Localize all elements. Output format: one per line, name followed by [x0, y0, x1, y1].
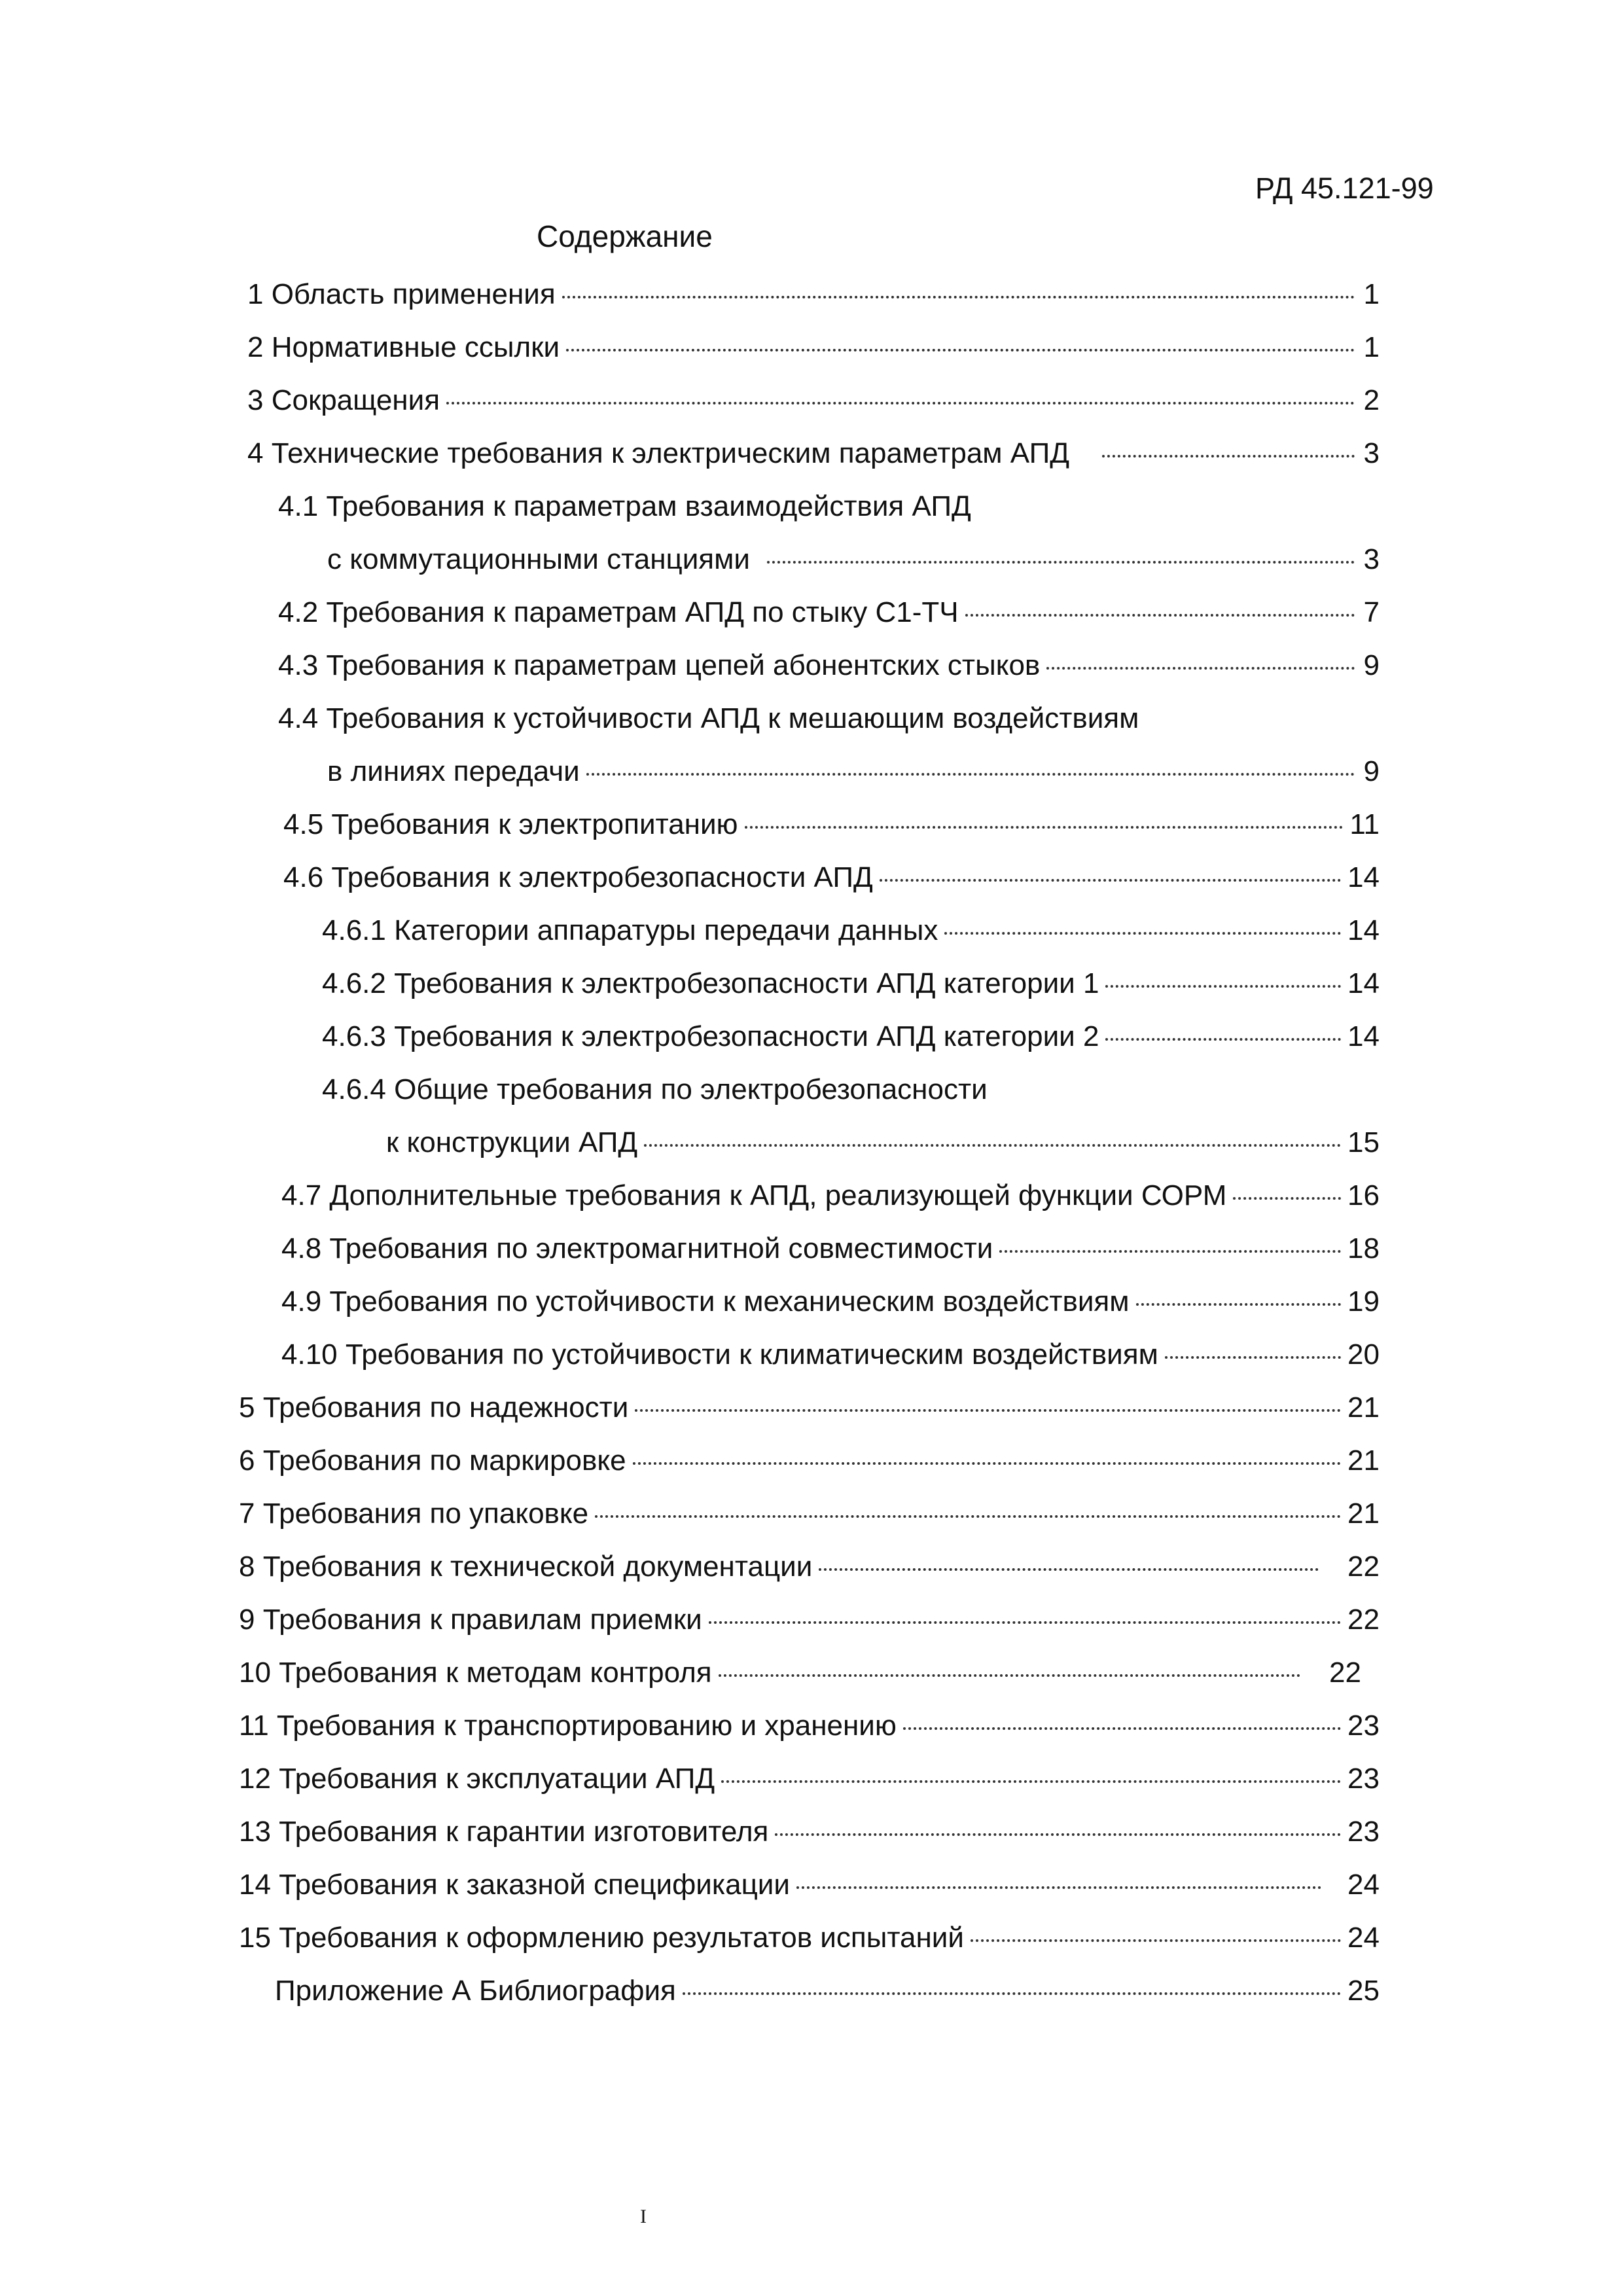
toc-entry-label: 4.5 Требования к электропитанию — [283, 808, 738, 840]
dot-leader — [644, 1144, 1341, 1147]
toc-entry-4-9[interactable] — [281, 1285, 1380, 1322]
toc-entry-page: 3 — [1363, 543, 1380, 575]
toc-entry-page: 22 — [1347, 1551, 1380, 1583]
dot-leader — [1046, 667, 1355, 670]
dot-leader — [709, 1621, 1341, 1624]
toc-entry-4-10[interactable] — [281, 1338, 1380, 1375]
toc-entry-label: в линиях передачи — [327, 755, 580, 787]
toc-entry-label: 10 Требования к методам контроля — [239, 1657, 712, 1689]
toc-entry-page: 9 — [1363, 649, 1380, 681]
dot-leader — [566, 349, 1355, 351]
toc-entry-label: 4.7 Дополнительные требования к АПД, реализующей функции СОРМ — [281, 1179, 1227, 1211]
toc-entry-13[interactable] — [239, 1816, 1380, 1852]
toc-entry-page: 23 — [1347, 1816, 1380, 1848]
toc-entry-12[interactable] — [239, 1763, 1380, 1799]
toc-entry-page: 18 — [1347, 1232, 1380, 1265]
toc-entry-page: 7 — [1363, 596, 1380, 628]
dot-leader — [446, 402, 1355, 404]
dot-leader — [1102, 455, 1355, 457]
toc-entry-label: 5 Требования по надежности — [239, 1391, 629, 1424]
toc-entry-1[interactable] — [247, 278, 1380, 315]
toc-entry-label: 15 Требования к оформлению результатов испытаний — [239, 1922, 964, 1954]
toc-entry-page: 21 — [1347, 1444, 1380, 1477]
dot-leader — [819, 1568, 1319, 1571]
dot-leader — [1105, 1038, 1341, 1041]
toc-entry-4-6-3[interactable] — [322, 1020, 1380, 1057]
toc-entry-page: 19 — [1347, 1285, 1380, 1318]
toc-entry-page: 21 — [1347, 1498, 1380, 1530]
toc-entry-4-5[interactable] — [283, 808, 1380, 845]
toc-entry-4-2[interactable] — [278, 596, 1380, 633]
toc-entry-4-6-4[interactable] — [322, 1073, 988, 1110]
toc-entry-page: 22 — [1347, 1604, 1380, 1636]
toc-entry-label: 4.6.3 Требования к электробезопасности АПД категории 2 — [322, 1020, 1099, 1052]
toc-entry-label: 8 Требования к технической документации — [239, 1551, 813, 1583]
dot-leader — [562, 296, 1355, 298]
toc-entry-9[interactable] — [239, 1604, 1380, 1640]
toc-entry-4-6-1[interactable] — [322, 914, 1380, 951]
toc-entry-4-6-4-cont[interactable] — [386, 1126, 1380, 1163]
dot-leader — [1165, 1356, 1341, 1359]
toc-entry-4-4[interactable] — [278, 702, 1139, 739]
toc-entry-label: 4.6.4 Общие требования по электробезопасности — [322, 1073, 988, 1105]
toc-entry-4-7[interactable] — [281, 1179, 1380, 1216]
toc-entry-page: 15 — [1347, 1126, 1380, 1158]
toc-entry-label: к конструкции АПД — [386, 1126, 638, 1158]
toc-entry-5[interactable] — [239, 1391, 1380, 1428]
toc-entry-label: 4.6.1 Категории аппаратуры передачи данных — [322, 914, 938, 946]
toc-entry-label: 4.1 Требования к параметрам взаимодействия АПД — [278, 490, 971, 522]
toc-entry-4[interactable] — [247, 437, 1380, 474]
toc-entry-label: Приложение А Библиография — [275, 1975, 676, 2007]
toc-entry-page: 23 — [1347, 1763, 1380, 1795]
dot-leader — [775, 1833, 1341, 1836]
dot-leader — [1233, 1197, 1341, 1200]
toc-entry-7[interactable] — [239, 1498, 1380, 1534]
toc-entry-page: 2 — [1363, 384, 1380, 416]
toc-entry-label: 7 Требования по упаковке — [239, 1498, 589, 1530]
toc-entry-page: 24 — [1347, 1869, 1380, 1901]
dot-leader — [1105, 985, 1341, 988]
dot-leader — [971, 1939, 1341, 1942]
toc-entry-page: 14 — [1347, 914, 1380, 946]
toc-entry-4-1-cont[interactable] — [327, 543, 1380, 580]
toc-entry-label: 4.9 Требования по устойчивости к механическим воздействиям — [281, 1285, 1130, 1318]
dot-leader — [999, 1250, 1341, 1253]
toc-entry-8[interactable] — [239, 1551, 1380, 1587]
dot-leader — [633, 1462, 1341, 1465]
document-code: РД 45.121-99 — [1255, 171, 1434, 205]
toc-entry-page: 9 — [1363, 755, 1380, 787]
toc-entry-label: 12 Требования к эксплуатации АПД — [239, 1763, 715, 1795]
toc-entry-page: 22 — [1329, 1657, 1361, 1689]
toc-entry-page: 21 — [1347, 1391, 1380, 1424]
toc-entry-label: 4.3 Требования к параметрам цепей абонентских стыков — [278, 649, 1041, 681]
toc-entry-page: 16 — [1347, 1179, 1380, 1211]
toc-entry-4-8[interactable] — [281, 1232, 1380, 1269]
toc-entry-label: 9 Требования к правилам приемки — [239, 1604, 702, 1636]
toc-entry-10[interactable] — [239, 1657, 1361, 1693]
dot-leader — [767, 561, 1355, 564]
toc-entry-label: 2 Нормативные ссылки — [247, 331, 560, 363]
toc-entry-6[interactable] — [239, 1444, 1380, 1481]
toc-entry-page: 20 — [1347, 1338, 1380, 1371]
dot-leader — [721, 1780, 1341, 1783]
toc-entry-label: 3 Сокращения — [247, 384, 440, 416]
toc-entry-14[interactable] — [239, 1869, 1380, 1905]
toc-entry-appendix-a[interactable] — [275, 1975, 1380, 2011]
toc-entry-label: 4.8 Требования по электромагнитной совместимости — [281, 1232, 993, 1265]
toc-entry-page: 14 — [1347, 861, 1380, 893]
toc-entry-label: 4.4 Требования к устойчивости АПД к мешающим воздействиям — [278, 702, 1139, 734]
dot-leader — [796, 1886, 1321, 1889]
toc-entry-label: 11 Требования к транспортированию и хранению — [239, 1710, 897, 1742]
toc-entry-label: 14 Требования к заказной спецификации — [239, 1869, 790, 1901]
dot-leader — [1136, 1303, 1342, 1306]
toc-entry-page: 1 — [1363, 278, 1380, 310]
page-number: I — [640, 2206, 647, 2227]
toc-entry-page: 14 — [1347, 967, 1380, 999]
toc-entry-label: 4 Технические требования к электрическим параметрам АПД — [247, 437, 1070, 469]
dot-leader — [903, 1727, 1341, 1730]
dot-leader — [944, 932, 1341, 935]
dot-leader — [745, 826, 1344, 829]
toc-heading: Содержание — [537, 219, 713, 253]
toc-entry-page: 25 — [1347, 1975, 1380, 2007]
toc-entry-page: 24 — [1347, 1922, 1380, 1954]
toc-entry-page: 23 — [1347, 1710, 1380, 1742]
toc-entry-label: 4.2 Требования к параметрам АПД по стыку С1-ТЧ — [278, 596, 959, 628]
dot-leader — [683, 1992, 1341, 1995]
toc-entry-2[interactable] — [247, 331, 1380, 368]
dot-leader — [880, 879, 1341, 882]
toc-entry-label: 6 Требования по маркировке — [239, 1444, 626, 1477]
dot-leader — [586, 773, 1355, 776]
toc-entry-page: 3 — [1363, 437, 1380, 469]
toc-entry-3[interactable] — [247, 384, 1380, 421]
toc-entry-4-1[interactable] — [278, 490, 971, 527]
toc-entry-label: 13 Требования к гарантии изготовителя — [239, 1816, 769, 1848]
toc-entry-4-4-cont[interactable] — [327, 755, 1380, 792]
dot-leader — [595, 1515, 1341, 1518]
toc-entry-label: 4.6 Требования к электробезопасности АПД — [283, 861, 873, 893]
toc-entry-4-6-2[interactable] — [322, 967, 1380, 1004]
dot-leader — [719, 1674, 1300, 1677]
toc-entry-4-6[interactable] — [283, 861, 1380, 898]
toc-entry-15[interactable] — [239, 1922, 1380, 1958]
dot-leader — [965, 614, 1355, 617]
toc-entry-11[interactable] — [239, 1710, 1380, 1746]
toc-entry-page: 1 — [1363, 331, 1380, 363]
dot-leader — [635, 1409, 1341, 1412]
toc-entry-page: 11 — [1349, 808, 1380, 840]
toc-entry-label: 4.6.2 Требования к электробезопасности АПД категории 1 — [322, 967, 1099, 999]
toc-entry-page: 14 — [1347, 1020, 1380, 1052]
toc-entry-label: с коммутационными станциями — [327, 543, 750, 575]
toc-entry-label: 1 Область применения — [247, 278, 556, 310]
toc-entry-4-3[interactable] — [278, 649, 1380, 686]
toc-entry-label: 4.10 Требования по устойчивости к климатическим воздействиям — [281, 1338, 1158, 1371]
